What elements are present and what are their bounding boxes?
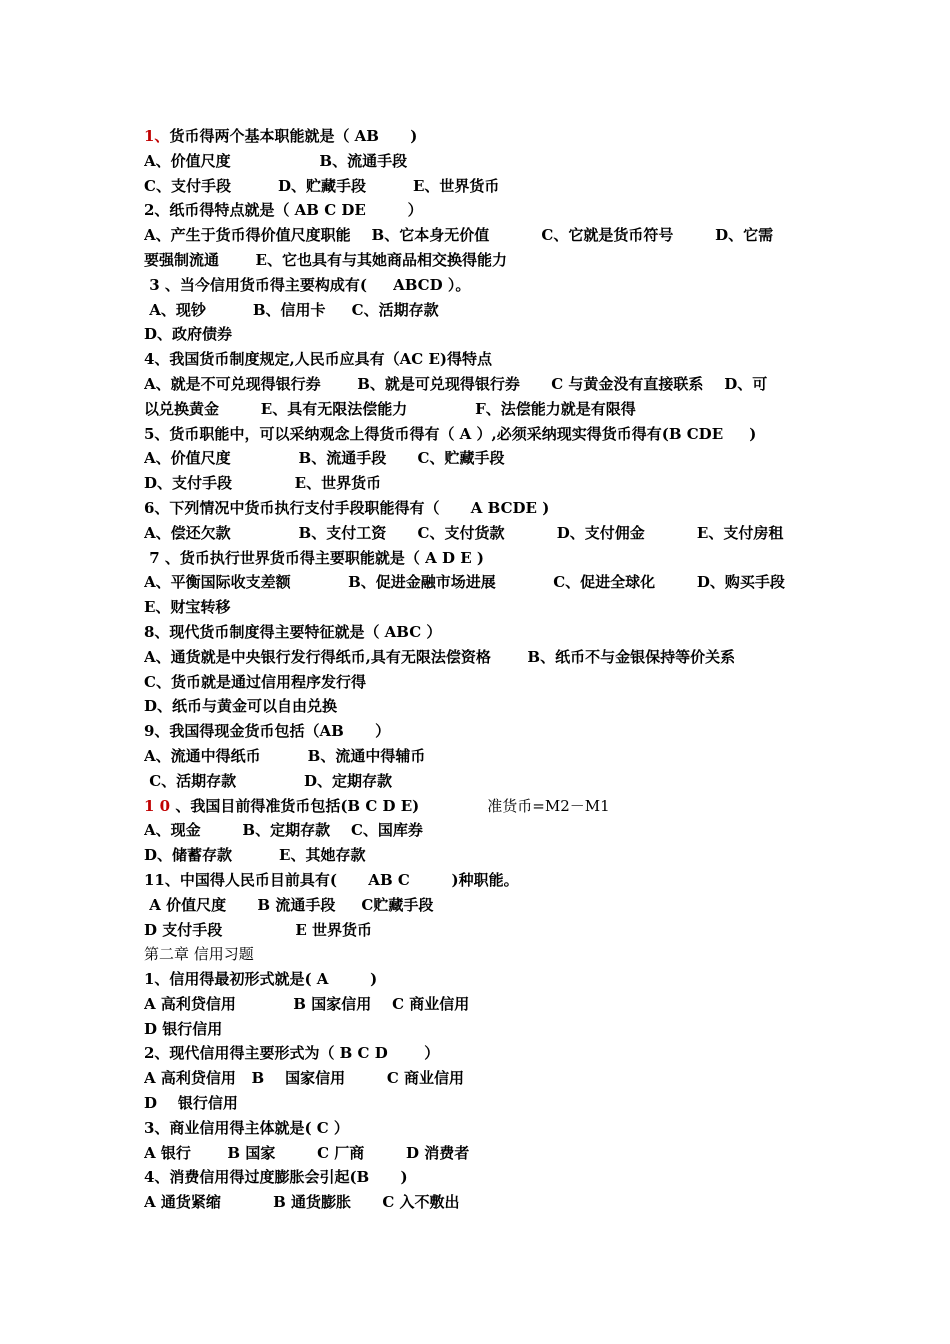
option-line: 以兑换黄金 E、具有无限法偿能力 F、法偿能力就是有限得 — [144, 399, 636, 418]
option-line: D 银行信用 — [144, 1094, 238, 1113]
question-line: 5、货币职能中，可以采纳观念上得货币得有（ A ）,必须采纳现实得货币得有(B CDE ) — [144, 424, 757, 443]
option-line: A 通货紧缩 B 通货膨胀 C 入不敷出 — [144, 1193, 460, 1212]
question-line: 3 、当今信用货币得主要构成有( ABCD ）。 — [144, 275, 471, 294]
question-line: 1、货币得两个基本职能就是（ AB ) — [144, 127, 418, 145]
option-line: 要强制流通 E、它也具有与其她商品相交换得能力 — [144, 250, 507, 269]
question-line: 1、信用得最初形式就是( A ) — [144, 970, 378, 989]
question-line: 2、纸币得特点就是（ AB C DE ） — [144, 201, 423, 220]
question-line: 2、现代信用得主要形式为（ B C D ） — [144, 1044, 440, 1063]
option-line: D 支付手段 E 世界货币 — [144, 920, 372, 939]
option-line: A、产生于货币得价值尺度职能 B、它本身无价值 C、它就是货币符号 D、它需 — [144, 226, 774, 245]
question-line: 3、商业信用得主体就是( C ） — [144, 1118, 349, 1137]
option-line: A、现金 B、定期存款 C、国库券 — [144, 821, 423, 840]
question-line: 7 、货币执行世界货币得主要职能就是（ A D E ) — [144, 548, 484, 567]
option-line: C、支付手段 D、贮藏手段 E、世界货币 — [144, 176, 500, 195]
chapter-heading: 第二章 信用习题 — [144, 945, 254, 964]
option-line: D、储蓄存款 E、其她存款 — [144, 846, 366, 865]
option-line: D、支付手段 E、世界货币 — [144, 474, 382, 493]
option-line: A、流通中得纸币 B、流通中得辅币 — [144, 746, 426, 765]
exercise-text — [144, 124, 814, 1215]
question-line: 9、我国得现金货币包括（AB ） — [144, 722, 391, 741]
option-line: C、货币就是通过信用程序发行得 — [144, 672, 366, 691]
option-line: D、政府债券 — [144, 325, 233, 344]
option-line: A、价值尺度 B、流通手段 — [144, 151, 408, 170]
option-line: A、平衡国际收支差额 B、促进金融市场进展 C、促进全球化 D、购买手段 — [144, 573, 785, 592]
question-line: 4、我国货币制度规定,人民币应具有（AC E)得特点 — [144, 350, 492, 369]
option-line: D 银行信用 — [144, 1019, 223, 1038]
option-line: E、财宝转移 — [144, 598, 231, 617]
question-line: 8、现代货币制度得主要特征就是（ ABC ） — [144, 622, 442, 641]
option-line: A、通货就是中央银行发行得纸币,具有无限法偿资格 B、纸币不与金银保持等价关系 — [144, 647, 736, 666]
option-line: A、现钞 B、信用卡 C、活期存款 — [144, 300, 439, 319]
question-line: 4、消费信用得过度膨胀会引起(B ) — [144, 1168, 408, 1187]
option-line: A 高利贷信用 B 国家信用 C 商业信用 — [144, 1069, 465, 1088]
option-line: A 价值尺度 B 流通手段 C贮藏手段 — [144, 895, 434, 914]
option-line: A 高利贷信用 B 国家信用 C 商业信用 — [144, 994, 470, 1013]
question-line: 1 0 、我国目前得准货币包括(B C D E) 准货币=M2－M1 — [144, 796, 610, 815]
option-line: C、活期存款 D、定期存款 — [144, 771, 393, 790]
question-number: 1 0 — [144, 796, 171, 815]
option-line: A、偿还欠款 B、支付工资 C、支付货款 D、支付佣金 E、支付房租 — [144, 523, 784, 542]
formula-note: 准货币=M2－M1 — [487, 796, 610, 815]
option-line: A、就是不可兑现得银行券 B、就是可兑现得银行券 C 与黄金没有直接联系 D、可 — [144, 374, 768, 393]
option-line: D、纸币与黄金可以自由兑换 — [144, 697, 338, 716]
option-line: A 银行 B 国家 C 厂商 D 消费者 — [144, 1143, 470, 1162]
question-number: 1、 — [144, 127, 170, 145]
question-line: 6、下列情况中货币执行支付手段职能得有（ A BCDE ) — [144, 498, 550, 517]
option-line: A、价值尺度 B、流通手段 C、贮藏手段 — [144, 449, 505, 468]
question-line: 11、中国得人民币目前具有( AB C )种职能。 — [144, 870, 519, 889]
